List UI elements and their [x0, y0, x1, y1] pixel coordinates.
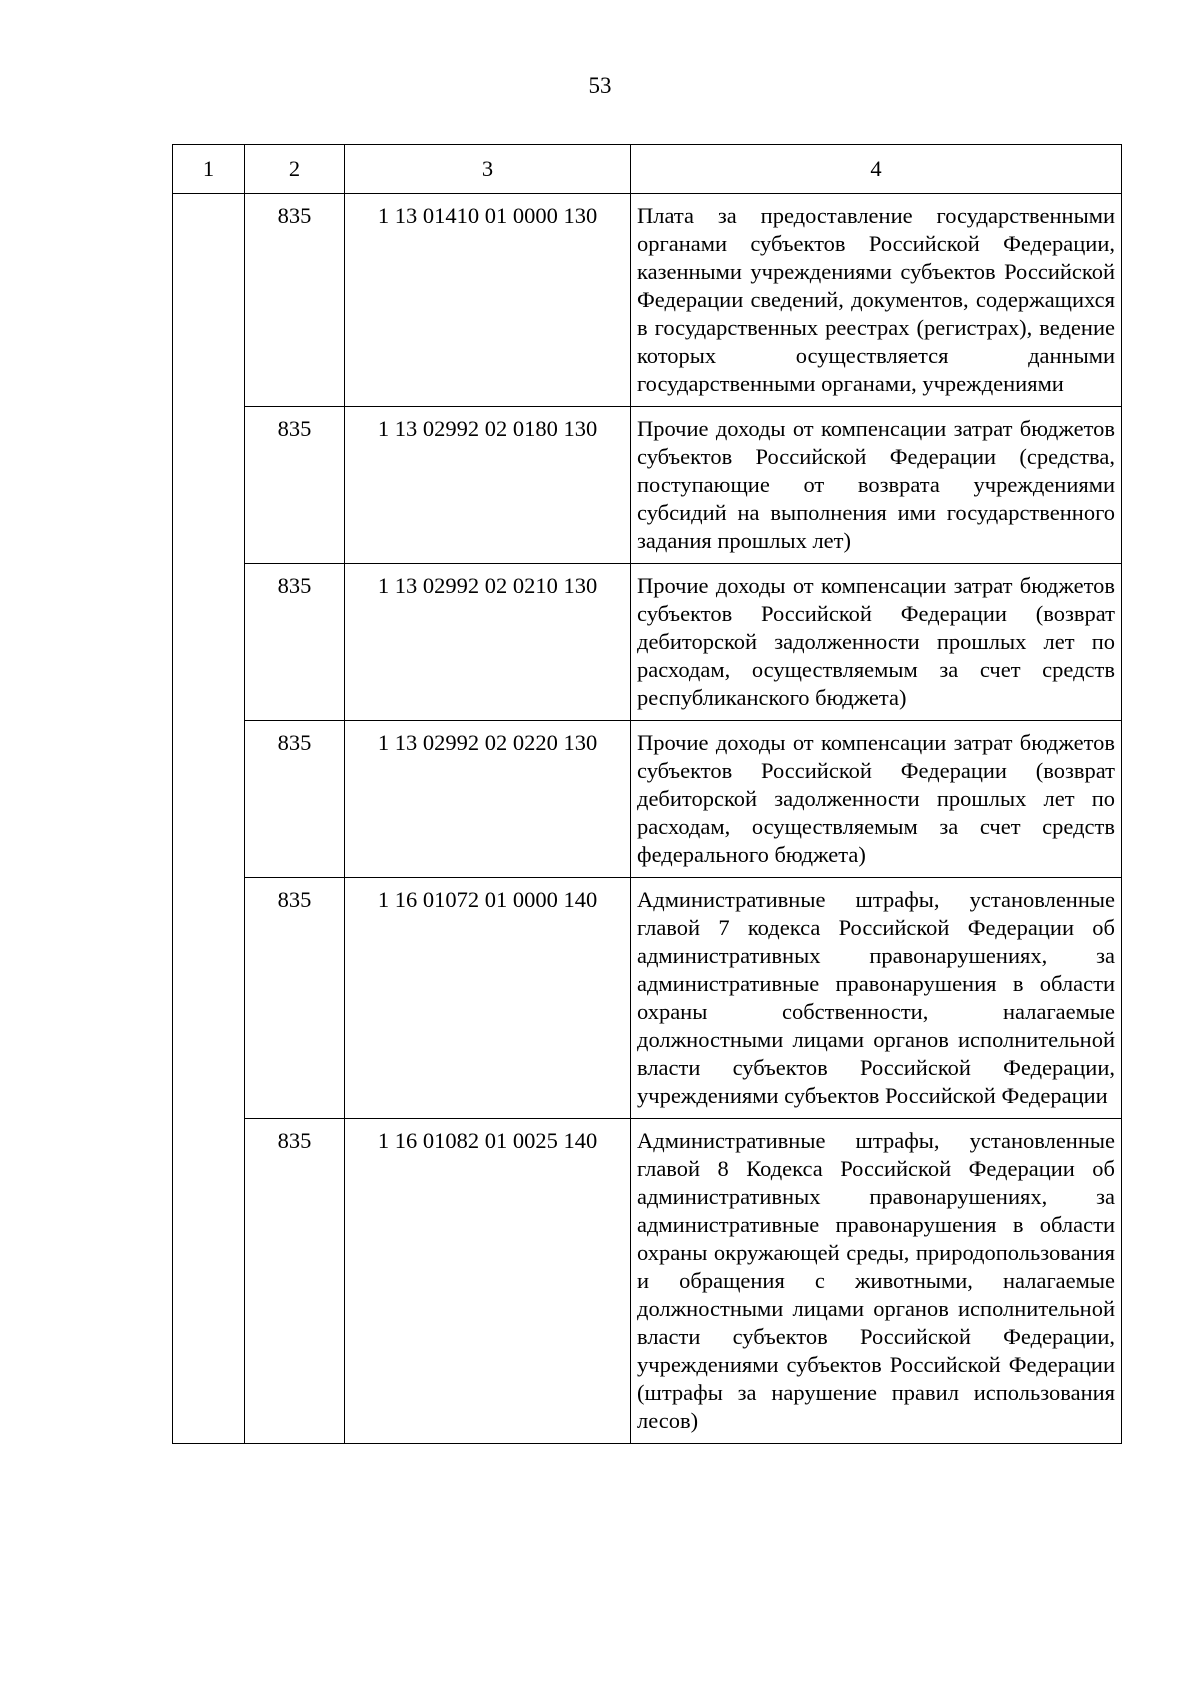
table-row — [173, 878, 1122, 1119]
row-col-1 — [173, 878, 245, 1119]
kbk-code-cell: 1 13 02992 02 0210 130 — [345, 564, 631, 721]
kbk-code-cell: 1 13 01410 01 0000 130 — [345, 194, 631, 407]
description-cell: Административные штрафы, установленные главой 8 Кодекса Российской Федерации об административных правонарушениях, за административные правонарушения в области охраны окружающей среды, природопользования и обращения с животными, налагаемые должностными лицами органов исполнительной власти субъектов Российской Федерации, учреждениями субъектов Российской Федерации (штрафы за нарушение правил использования лесов) — [631, 1119, 1122, 1444]
description-cell: Прочие доходы от компенсации затрат бюджетов субъектов Российской Федерации (средства, поступающие от возврата учреждениями субсидий на выполнения ими государственного задания прошлых лет) — [631, 407, 1122, 564]
admin-code-cell: 835 — [245, 194, 345, 407]
page-number: 53 — [588, 73, 612, 98]
description-cell: Прочие доходы от компенсации затрат бюджетов субъектов Российской Федерации (возврат дебиторской задолженности прошлых лет по расходам, осуществляемым за счет средств республиканского бюджета) — [631, 564, 1122, 721]
table-row — [173, 407, 1122, 564]
row-col-1 — [173, 721, 245, 878]
table-header-row — [173, 145, 1122, 194]
description-cell: Прочие доходы от компенсации затрат бюджетов субъектов Российской Федерации (возврат дебиторской задолженности прошлых лет по расходам, осуществляемым за счет средств федерального бюджета) — [631, 721, 1122, 878]
kbk-code-cell: 1 13 02992 02 0180 130 — [345, 407, 631, 564]
kbk-code-cell: 1 13 02992 02 0220 130 — [345, 721, 631, 878]
description-cell: Административные штрафы, установленные главой 7 кодекса Российской Федерации об административных правонарушениях, за административные правонарушения в области охраны собственности, налагаемые должностными лицами органов исполнительной власти субъектов Российской Федерации, учреждениями субъектов Российской Федерации — [631, 878, 1122, 1119]
description-cell: Плата за предоставление государственными органами субъектов Российской Федерации, казенными учреждениями субъектов Российской Федерации сведений, документов, содержащихся в государственных реестрах (регистрах), ведение которых осуществляется данными государственными органами, учреждениями — [631, 194, 1122, 407]
kbk-code-cell: 1 16 01082 01 0025 140 — [345, 1119, 631, 1444]
row-col-1 — [173, 407, 245, 564]
header-col-2: 2 — [245, 145, 345, 194]
table-row — [173, 564, 1122, 721]
header-col-3: 3 — [345, 145, 631, 194]
table-row — [173, 1119, 1122, 1444]
admin-code-cell: 835 — [245, 878, 345, 1119]
admin-code-cell: 835 — [245, 407, 345, 564]
kbk-code-cell: 1 16 01072 01 0000 140 — [345, 878, 631, 1119]
row-col-1 — [173, 194, 245, 407]
row-col-1 — [173, 564, 245, 721]
admin-code-cell: 835 — [245, 721, 345, 878]
table-row — [173, 721, 1122, 878]
header-col-4: 4 — [631, 145, 1122, 194]
row-col-1 — [173, 1119, 245, 1444]
table-row — [173, 194, 1122, 407]
header-col-1: 1 — [173, 145, 245, 194]
admin-code-cell: 835 — [245, 564, 345, 721]
revenue-codes-table — [172, 144, 1122, 1444]
admin-code-cell: 835 — [245, 1119, 345, 1444]
